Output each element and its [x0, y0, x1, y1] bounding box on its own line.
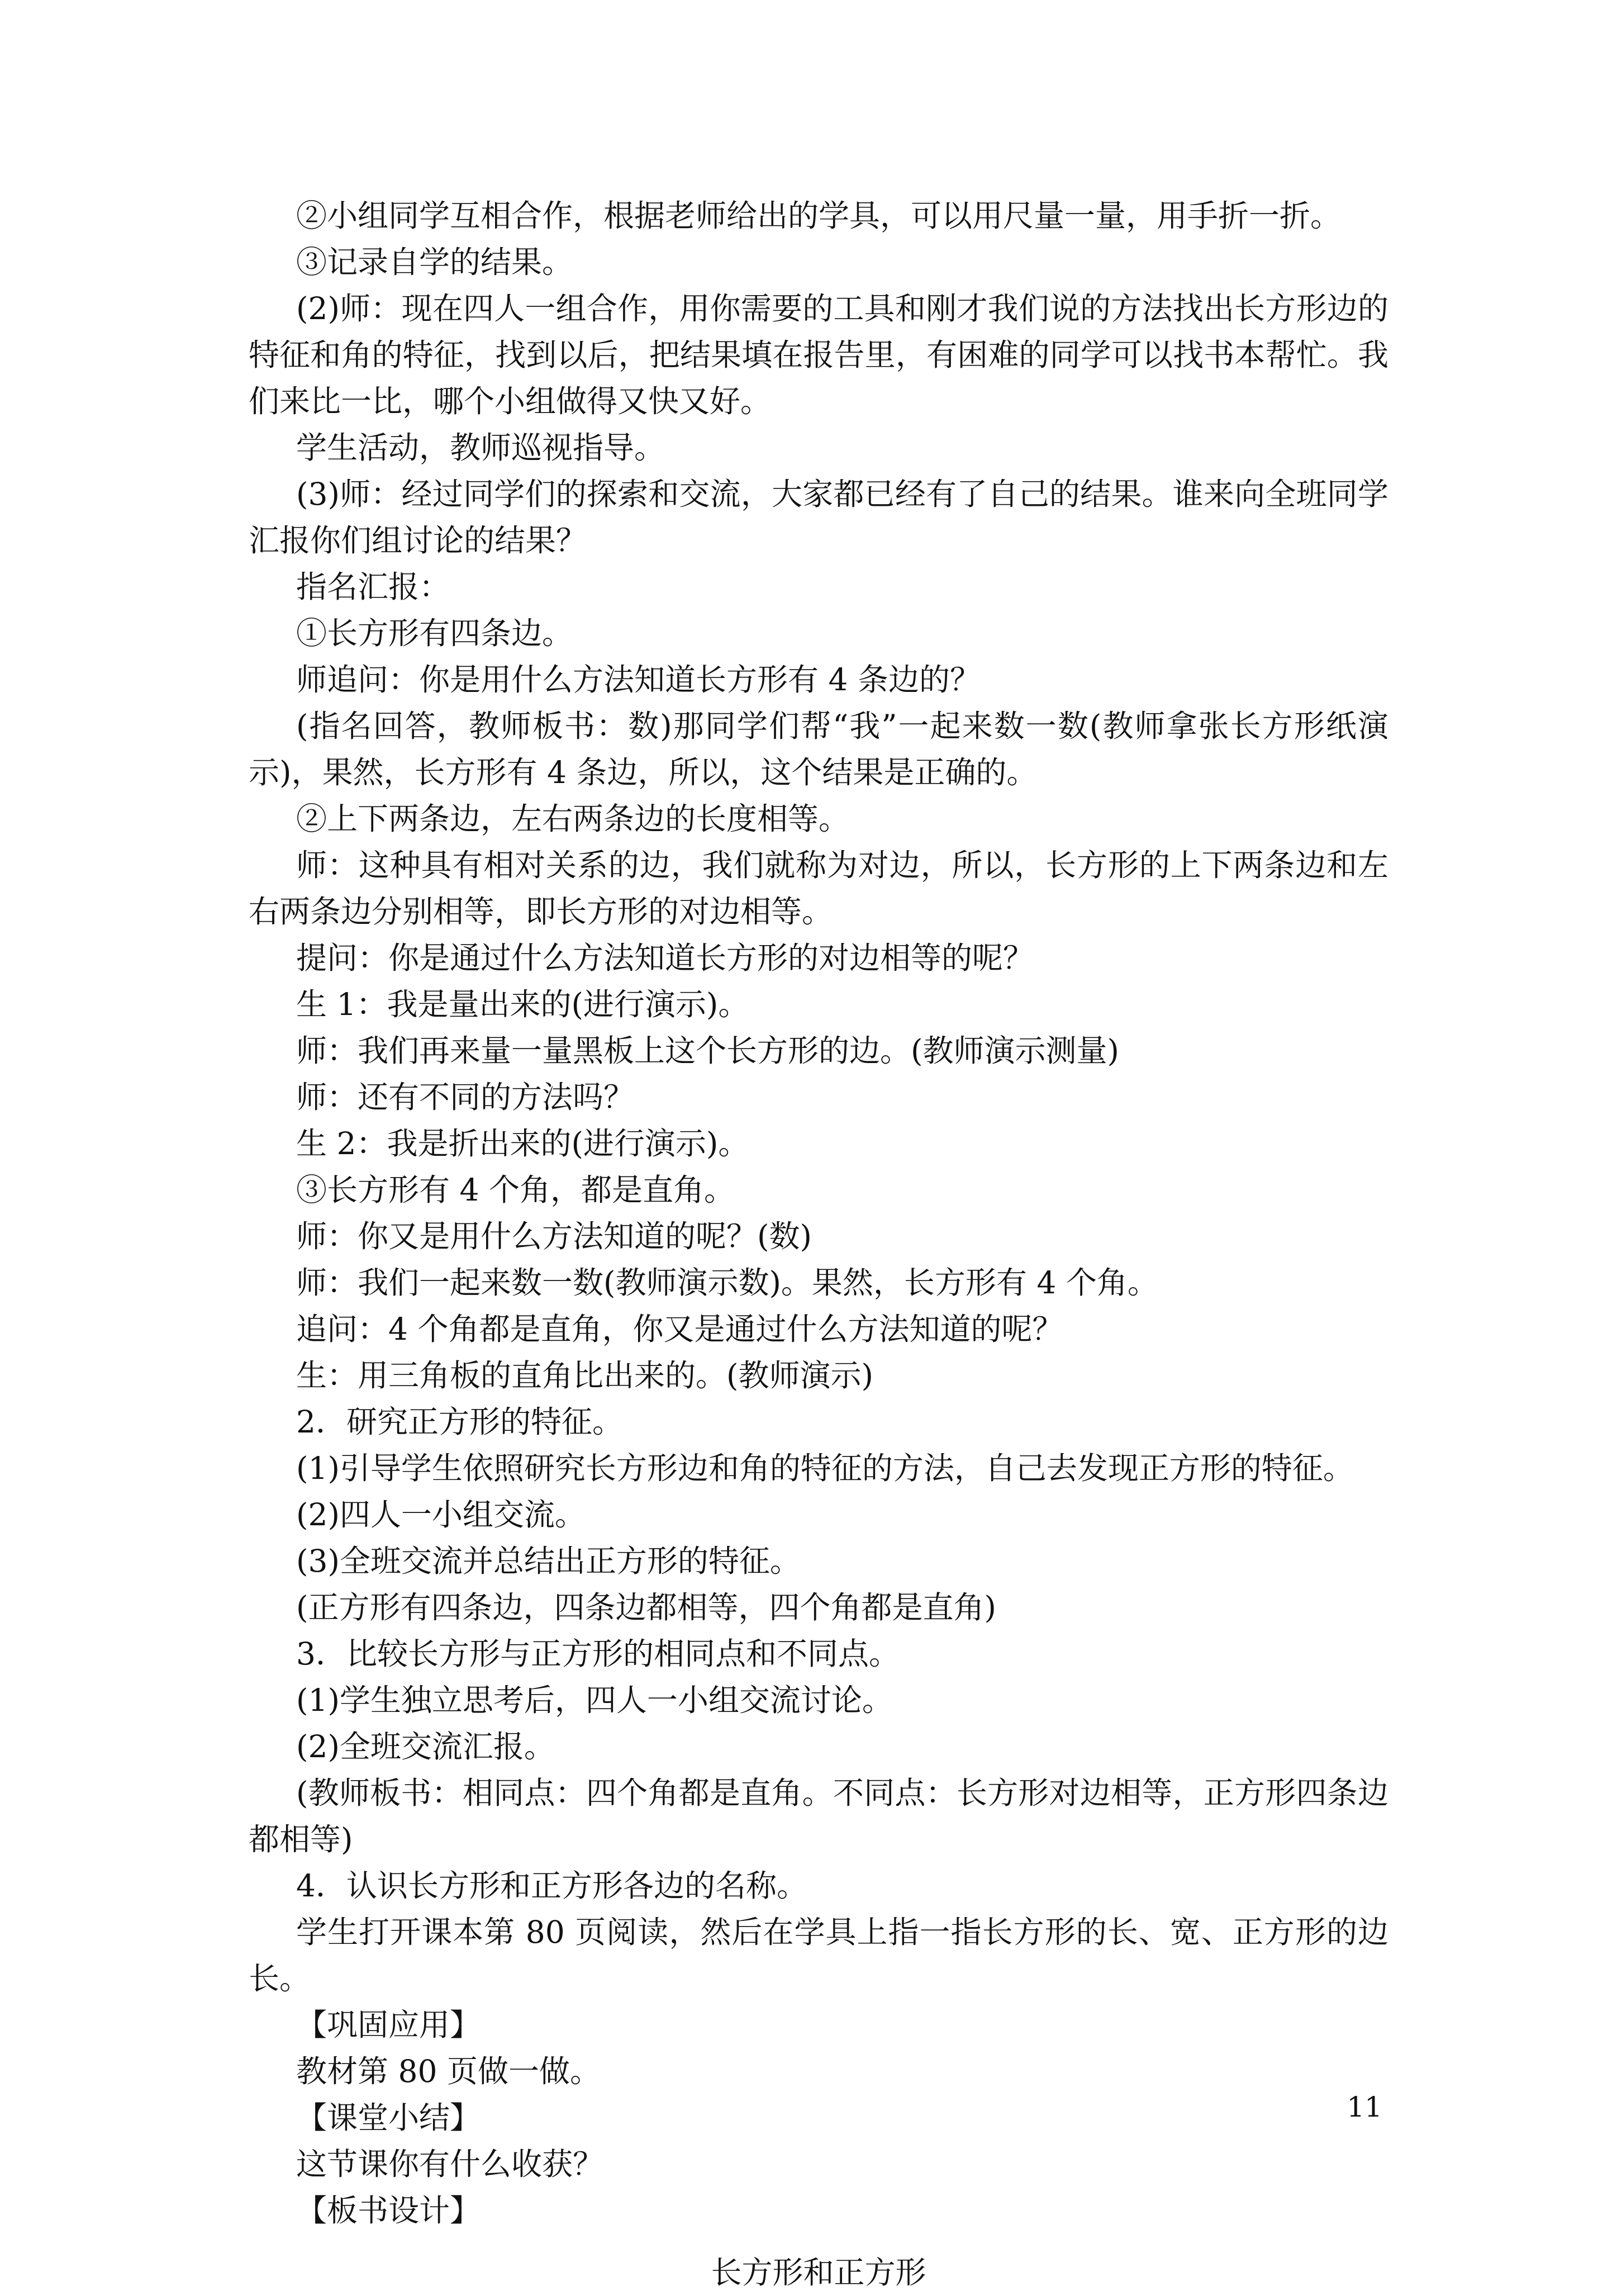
paragraph: (1)引导学生依照研究长方形边和角的特征的方法，自己去发现正方形的特征。: [296, 1450, 1354, 1486]
paragraph: (3)全班交流并总结出正方形的特征。: [296, 1543, 801, 1579]
paragraph: 这节课你有什么收获？: [296, 2146, 604, 2182]
paragraph: 生：用三角板的直角比出来的。(教师演示): [296, 1358, 873, 1393]
section-heading: 【板书设计】: [296, 2193, 481, 2228]
paragraph: ②小组同学互相合作，根据老师给出的学具，可以用尺量一量，用手折一折。: [296, 198, 1342, 234]
lesson-text: [249, 193, 1388, 2296]
paragraph: ②上下两条边，左右两条边的长度相等。: [296, 801, 850, 837]
paragraph: 师追问：你是用什么方法知道长方形有 4 条边的？: [296, 662, 981, 698]
paragraph: (正方形有四条边，四条边都相等，四个角都是直角): [296, 1590, 996, 1625]
paragraph: 提问：你是通过什么方法知道长方形的对边相等的呢？: [296, 940, 1034, 976]
paragraph: 师：我们再来量一量黑板上这个长方形的边。(教师演示测量): [296, 1033, 1119, 1069]
section-heading: 【巩固应用】: [296, 2007, 481, 2043]
paragraph: 生 2：我是折出来的(进行演示)。: [296, 1126, 749, 1161]
paragraph: 指名汇报：: [296, 569, 450, 605]
paragraph: 师：这种具有相对关系的边，我们就称为对边，所以，长方形的上下两条边和左右两条边分别相等，即长方形的对边相等。: [249, 847, 1388, 929]
paragraph: 学生打开课本第 80 页阅读，然后在学具上指一指长方形的长、宽、正方形的边长。: [249, 1914, 1389, 1996]
board-title: 长方形和正方形: [711, 2255, 926, 2290]
paragraph: (2)师：现在四人一组合作，用你需要的工具和刚才我们说的方法找出长方形边的特征和角的特征，找到以后，把结果填在报告里，有困难的同学可以找书本帮忙。我们来比一比，哪个小组做得又快又好。: [249, 291, 1388, 419]
paragraph: (指名回答，教师板书：数)那同学们帮“我”一起来数一数(教师拿张长方形纸演示)，果然，长方形有 4 条边，所以，这个结果是正确的。: [249, 708, 1388, 790]
paragraph: 教材第 80 页做一做。: [296, 2053, 601, 2089]
paragraph: (教师板书：相同点：四个角都是直角。不同点：长方形对边相等，正方形四条边都相等): [249, 1775, 1388, 1857]
page-number: 11: [1347, 2091, 1382, 2123]
section-heading: 【课堂小结】: [296, 2100, 481, 2136]
paragraph: ①长方形有四条边。: [296, 615, 573, 651]
paragraph: 学生活动，教师巡视指导。: [296, 430, 665, 466]
paragraph: 师：你又是用什么方法知道的呢？(数): [296, 1218, 812, 1254]
paragraph: (1)学生独立思考后，四人一小组交流讨论。: [296, 1682, 893, 1718]
paragraph: 师：我们一起来数一数(教师演示数)。果然，长方形有 4 个角。: [296, 1265, 1158, 1301]
paragraph: (2)四人一小组交流。: [296, 1497, 586, 1533]
paragraph: 生 1：我是量出来的(进行演示)。: [296, 986, 749, 1022]
paragraph: (2)全班交流汇报。: [296, 1729, 555, 1764]
paragraph: (3)师：经过同学们的探索和交流，大家都已经有了自己的结果。谁来向全班同学汇报你们组讨论的结果？: [249, 476, 1388, 558]
section-heading: 2．研究正方形的特征。: [296, 1404, 623, 1440]
paragraph: 追问：4 个角都是直角，你又是通过什么方法知道的呢？: [296, 1311, 1063, 1347]
paragraph: 师：还有不同的方法吗？: [296, 1079, 635, 1115]
paragraph: ③记录自学的结果。: [296, 244, 573, 280]
paragraph: ③长方形有 4 个角，都是直角。: [296, 1172, 735, 1208]
section-heading: 3．比较长方形与正方形的相同点和不同点。: [296, 1636, 900, 1672]
section-heading: 4．认识长方形和正方形各边的名称。: [296, 1868, 807, 1904]
